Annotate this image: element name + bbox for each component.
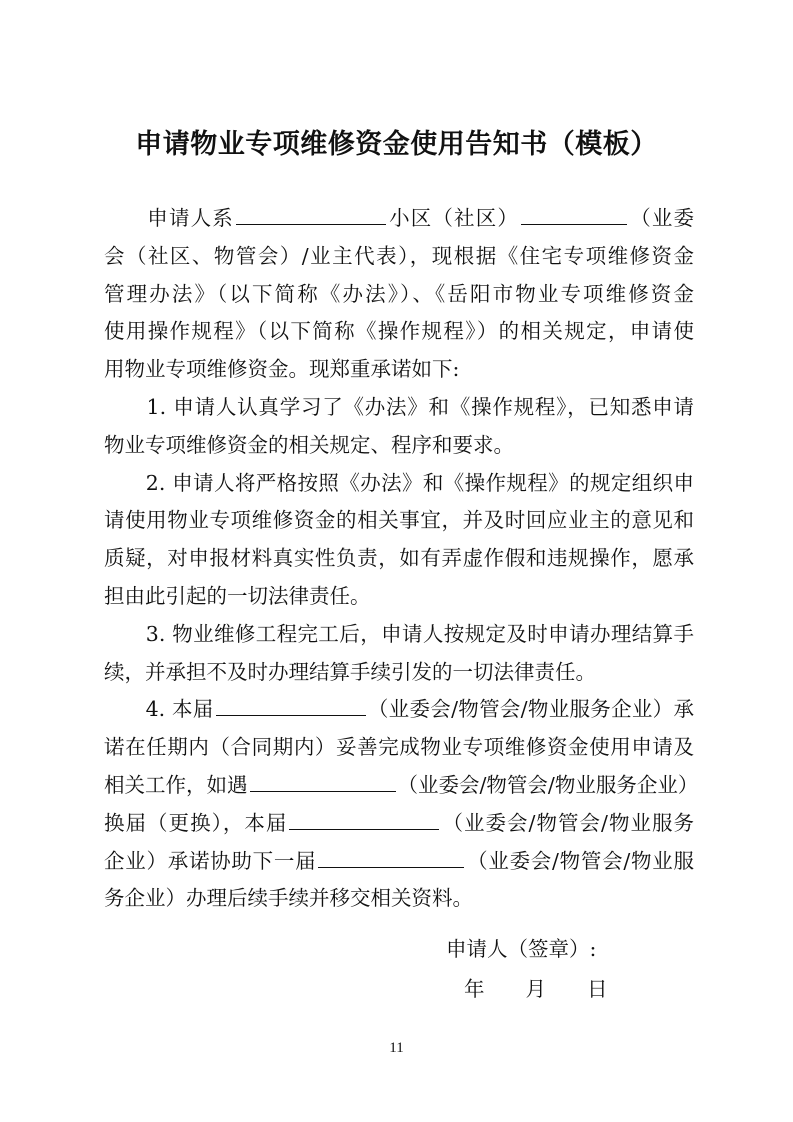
body-text: （业委会/物管会/物业服务企业）	[397, 772, 699, 797]
applicant-signature-label: 申请人（签章）:	[446, 937, 597, 961]
body-text: 续，并承担不及时办理结算手续引发的一切法律责任。	[104, 659, 596, 684]
body-line	[104, 427, 694, 465]
body-line	[104, 313, 694, 351]
body-text: 2. 申请人将严格按照《办法》和《操作规程》的规定组织申	[104, 470, 694, 495]
body-text: 1. 申请人认真学习了《办法》和《操作规程》，已知悉申请	[104, 394, 694, 419]
body-line	[104, 238, 694, 276]
fill-in-blank[interactable]	[236, 223, 386, 225]
fill-in-blank[interactable]	[289, 828, 439, 830]
body-line	[104, 389, 694, 427]
body-text: 诺在任期内（合同期内）妥善完成物业专项维修资金使用申请及	[104, 735, 694, 760]
body-text: （业委	[629, 206, 694, 230]
body-line	[104, 843, 694, 881]
body-text: 管理办法》（以下简称《办法》）、《岳阳市物业专项维修资金	[104, 281, 694, 306]
body-line	[104, 654, 694, 692]
body-text: 换届（更换），本届	[104, 810, 288, 835]
body-line	[104, 767, 699, 805]
body-text: 务企业）办理后续手续并移交相关资料。	[104, 886, 473, 911]
body-text: 3. 物业维修工程完工后，申请人按规定及时申请办理结算手	[104, 621, 694, 646]
body-text: 担由此引起的一切法律责任。	[104, 583, 371, 608]
body-text: 请使用物业专项维修资金的相关事宜，并及时回应业主的意见和	[104, 508, 694, 533]
body-text: 4. 本届	[104, 697, 214, 722]
body-line	[104, 691, 694, 729]
fill-in-blank[interactable]	[250, 790, 396, 792]
body-text: 小区（社区）	[387, 206, 520, 230]
body-line	[104, 502, 694, 540]
body-line	[104, 578, 694, 616]
body-text: 会（社区、物管会）/业主代表），现根据《住宅专项维修资金	[104, 243, 694, 268]
body-line	[104, 465, 694, 503]
body-text: （业委会/物管会/物业服务	[441, 810, 694, 835]
body-text: 使用操作规程》（以下简称《操作规程》）的相关规定，申请使	[104, 319, 694, 344]
fill-in-blank[interactable]	[216, 714, 366, 716]
body-line	[104, 616, 694, 654]
body-text: （业委会/物管会/物业服务企业）承	[367, 697, 694, 722]
body-text: 用物业专项维修资金。现郑重承诺如下:	[104, 357, 460, 382]
body-line	[104, 805, 694, 843]
body-text: （业委会/物管会/物业服	[466, 848, 694, 873]
body-text: 申请人系	[104, 206, 234, 230]
body-text: 企业）承诺协助下一届	[104, 848, 317, 873]
document-title: 申请物业专项维修资金使用告知书（模板）	[135, 129, 658, 160]
body-text: 相关工作，如遇	[104, 772, 248, 797]
date-label: 年 月 日	[464, 977, 608, 1001]
body-text: 物业专项维修资金的相关规定、程序和要求。	[104, 432, 514, 457]
document-body	[104, 200, 699, 918]
body-line	[104, 880, 694, 918]
page-number: 11	[389, 1040, 404, 1056]
fill-in-blank[interactable]	[521, 223, 627, 225]
body-line	[104, 351, 694, 389]
body-line	[104, 276, 694, 314]
body-line	[104, 729, 694, 767]
fill-in-blank[interactable]	[318, 866, 464, 868]
body-line	[104, 200, 694, 238]
body-line	[104, 540, 694, 578]
body-text: 质疑，对申报材料真实性负责，如有弄虚作假和违规操作，愿承	[104, 546, 694, 571]
